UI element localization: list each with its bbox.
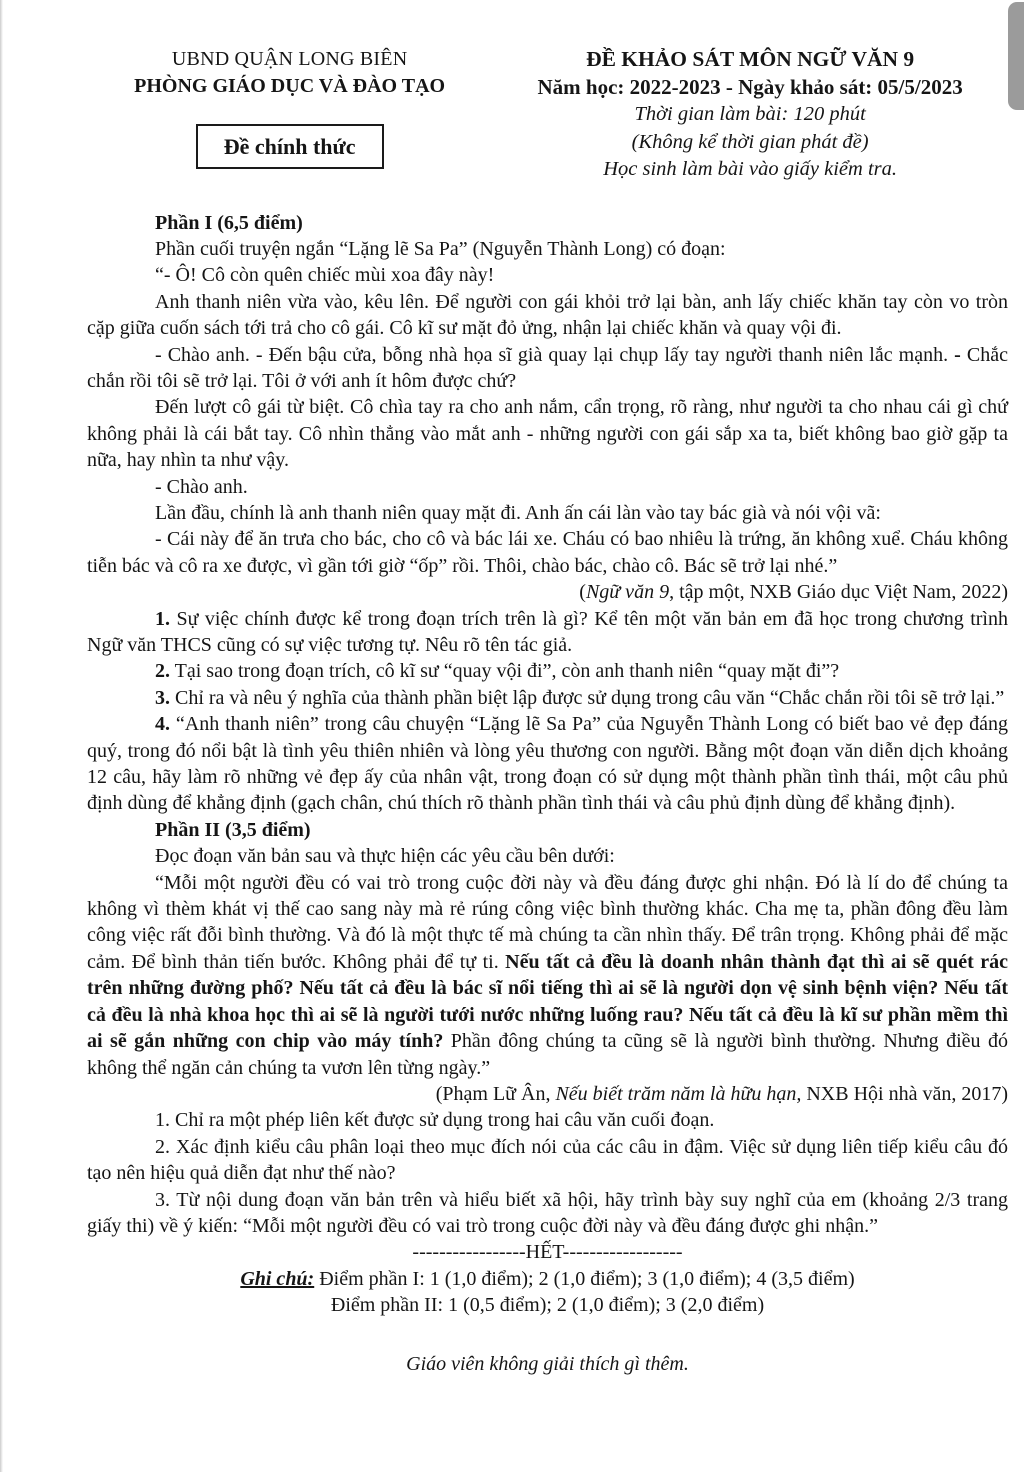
text-run: Phần cuối truyện ngắn “Lặng lẽ Sa Pa” (Nguyễn Thành Long) có đoạn: bbox=[155, 237, 726, 260]
text-run: Điểm phần I: 1 (1,0 điểm); 2 (1,0 điểm); 3 (1,0 điểm); 4 (3,5 điểm) bbox=[314, 1267, 855, 1290]
official-exam-label: Đề chính thức bbox=[223, 134, 356, 159]
document-header bbox=[87, 0, 1008, 184]
exam-document-page bbox=[87, 0, 1008, 1377]
source-citation-2 bbox=[87, 1081, 1008, 1107]
text-run: Phần I (6,5 điểm) bbox=[155, 211, 303, 234]
excerpt-para-2 bbox=[87, 342, 1008, 395]
text-run: -----------------HẾT------------------ bbox=[412, 1241, 683, 1264]
excerpt-para-1 bbox=[87, 289, 1008, 342]
text-run: 1. bbox=[155, 607, 170, 630]
text-run: Anh thanh niên vừa vào, kêu lên. Để người con gái khỏi trở lại bàn, anh lấy chiếc khăn tay còn vo tròn cặp giữa cuốn sách tới trả cho cô gái. Cô kĩ sư mặt đỏ ửng, nhận lại chiếc khăn và quay vội đi. bbox=[87, 290, 1008, 340]
issuing-authority: UBND QUẬN LONG BIÊN bbox=[171, 48, 408, 70]
part1-heading bbox=[87, 210, 1008, 236]
exam-year-and-date: Năm học: 2022-2023 - Ngày khảo sát: 05/5/2023 bbox=[537, 74, 963, 99]
excerpt-line-1 bbox=[87, 262, 1008, 288]
text-run: - Chào anh. - Đến bậu cửa, bỗng nhà họa sĩ già quay lại chụp lấy tay người thanh niên lắc mạnh. bbox=[155, 343, 955, 366]
teacher-note bbox=[87, 1351, 1008, 1377]
text-run: Phần II (3,5 điểm) bbox=[155, 818, 311, 841]
part2-heading bbox=[87, 817, 1008, 843]
part2-passage bbox=[87, 870, 1008, 1081]
text-run: - bbox=[954, 343, 961, 366]
text-run: Ngữ văn 9 bbox=[585, 581, 670, 604]
text-run: Nếu biết trăm năm là hữu hạn, bbox=[555, 1082, 802, 1105]
text-run: , tập một, NXB Giáo dục Việt Nam, 2022) bbox=[669, 581, 1008, 604]
text-run: Ghi chú: bbox=[240, 1267, 315, 1290]
part1-intro bbox=[87, 236, 1008, 262]
end-divider bbox=[87, 1239, 1008, 1265]
part2-question-1 bbox=[87, 1107, 1008, 1133]
text-run: ( bbox=[579, 581, 586, 604]
text-run: Chắc chắn rồi tôi sẽ trở lại. Tôi ở với anh ít hôm được chứ? bbox=[87, 343, 1008, 392]
excerpt-para-4 bbox=[87, 474, 1008, 500]
header-left-column bbox=[87, 46, 492, 169]
text-run: 2. bbox=[155, 660, 170, 683]
text-run: Phần đông chúng ta cũng sẽ là người bình thường. Nhưng điều đó không thể ngăn cản chúng ta vươn lên từng ngày.” bbox=[87, 1030, 1009, 1079]
part1-question-1 bbox=[87, 606, 1008, 659]
text-run: Đọc đoạn văn bản sau và thực hiện các yêu cầu bên dưới: bbox=[155, 845, 615, 868]
header-right-column bbox=[492, 46, 1008, 184]
document-body bbox=[87, 210, 1008, 1377]
part2-question-3 bbox=[87, 1187, 1008, 1240]
note-part1-scores bbox=[87, 1266, 1008, 1292]
text-run: 1. Chỉ ra một phép liên kết được sử dụng trong hai câu văn cuối đoạn. bbox=[155, 1109, 715, 1132]
text-run: 3. Từ nội dung đoạn văn bản trên và hiểu biết xã hội, hãy trình bày suy nghĩ của em (khoảng 2/3 trang giấy thi) về ý kiến: “Mỗi một người đều có vai trò trong cuộc đời này và đều đáng được ghi nhận.” bbox=[87, 1188, 1008, 1237]
exam-title: ĐỀ KHẢO SÁT MÔN NGỮ VĂN 9 bbox=[586, 47, 915, 71]
text-run: Nếu tất cả đều là doanh nhân thành đạt thì ai sẽ quét rác trên những đường phố? Nếu tất cả đều là bác sĩ nổi tiếng thì ai sẽ là người dọn vệ sinh bệnh viện? Nếu tất cả đều là nhà khoa học thì ai sẽ là người tưới nước những luống rau? Nếu tất cả đều là kĩ sư phần mềm thì ai sẽ gắn những con chip vào máy tính? bbox=[87, 950, 1009, 1053]
text-run: “- Ô! Cô còn quên chiếc mùi xoa đây này! bbox=[155, 264, 495, 287]
scan-edge-shadow bbox=[0, 0, 3, 1472]
text-run: Giáo viên không giải thích gì thêm. bbox=[406, 1352, 689, 1375]
text-run: “Mỗi một người đều có vai trò trong cuộc đời này và đều đáng được ghi nhận. Đó là lí do để chúng ta không vì thèm khát vị thế cao sang này mà rẻ rúng công việc bình thường khác. Cha mẹ ta, phần đông đều làm công việc rất đỗi bình thường. Và đó là một thực tế mà chúng ta cần nhìn thấy. Để trân trọng. Không phải để mặc cảm. Để bình thản tiến bước. Không phải để tự ti. bbox=[87, 871, 1008, 973]
part1-question-3 bbox=[87, 685, 1008, 711]
source-citation-1 bbox=[87, 579, 1008, 605]
text-run: “Anh thanh niên” trong câu chuyện “Lặng lẽ Sa Pa” của Nguyễn Thành Long có biết bao vẻ đẹp đáng quý, trong đó nổi bật là tình yêu thiên nhiên và lòng yêu thương con người. Bằng một đoạn văn diễn dịch khoảng 12 câu, hãy làm rõ những vẻ đẹp ấy của nhân vật, trong đoạn có sử dụng một thành phần tình thái, một câu phủ định dùng để khẳng định (gạch chân, chú thích rõ thành phần tình thái và câu phủ định dùng để khẳng định). bbox=[87, 713, 1008, 815]
text-run: Đến lượt cô gái từ biệt. Cô chìa tay ra cho anh nắm, cẩn trọng, rõ ràng, như người ta cho nhau cái gì chứ không phải là cái bắt tay. Cô nhìn thẳng vào mắt anh - những người con gái sắp xa ta, biết không bao giờ gặp ta nữa, hay nhìn ta như vậy. bbox=[87, 396, 1008, 472]
excerpt-para-5 bbox=[87, 500, 1008, 526]
part2-question-2 bbox=[87, 1134, 1008, 1187]
text-run: 2. Xác định kiểu câu phân loại theo mục đích nói của các câu in đậm. Việc sử dụng liên tiếp kiểu câu đó tạo nên hiệu quả diễn đạt như thế nào? bbox=[87, 1135, 1008, 1185]
text-run: 4. bbox=[155, 713, 170, 736]
text-run: NXB Hội nhà văn, 2017) bbox=[801, 1082, 1008, 1105]
excerpt-para-6 bbox=[87, 526, 1008, 579]
text-run: Chỉ ra và nêu ý nghĩa của thành phần biệt lập được sử dụng trong câu văn “Chắc chắn rồi tôi sẽ trở lại.” bbox=[170, 686, 1005, 709]
text-run: - Cái này để ăn trưa cho bác, cho cô và bác lái xe. Cháu có bao nhiêu là trứng, ăn không xuể. Cháu không tiễn bác và cô ra xe được, vì gần tới giờ “ốp” rồi. Thôi, chào bác, chào cô. Bác sẽ trở lại nhé.” bbox=[87, 528, 1008, 577]
part1-question-4 bbox=[87, 711, 1008, 817]
note-part2-scores bbox=[87, 1292, 1008, 1318]
text-run: 3. bbox=[155, 686, 170, 709]
issuing-department: PHÒNG GIÁO DỤC VÀ ĐÀO TẠO bbox=[134, 75, 446, 97]
exam-duration-note: (Không kể thời gian phát đề) bbox=[631, 130, 869, 153]
exam-answer-sheet-note: Học sinh làm bài vào giấy kiểm tra. bbox=[603, 158, 898, 180]
text-run: (Phạm Lữ Ân, bbox=[435, 1082, 556, 1105]
part1-question-2 bbox=[87, 658, 1008, 684]
text-run: Điểm phần II: 1 (0,5 điểm); 2 (1,0 điểm); 3 (2,0 điểm) bbox=[330, 1294, 765, 1317]
text-run: - Chào anh. bbox=[155, 475, 248, 498]
official-exam-box bbox=[196, 124, 384, 169]
exam-duration: Thời gian làm bài: 120 phút bbox=[634, 103, 866, 125]
text-run: Tại sao trong đoạn trích, cô kĩ sư “quay vội đi”, còn anh thanh niên “quay mặt đi”? bbox=[170, 660, 840, 683]
scrollbar-thumb[interactable] bbox=[1008, 2, 1024, 110]
text-run: Sự việc chính được kể trong đoạn trích trên là gì? Kể tên một văn bản em đã học trong chương trình Ngữ văn THCS cũng có sự việc tương tự. Nêu rõ tên tác giả. bbox=[87, 607, 1008, 656]
excerpt-para-3 bbox=[87, 394, 1008, 473]
text-run: Lần đầu, chính là anh thanh niên quay mặt đi. Anh ấn cái làn vào tay bác già và nói vội vã: bbox=[155, 501, 881, 524]
part2-intro bbox=[87, 843, 1008, 869]
